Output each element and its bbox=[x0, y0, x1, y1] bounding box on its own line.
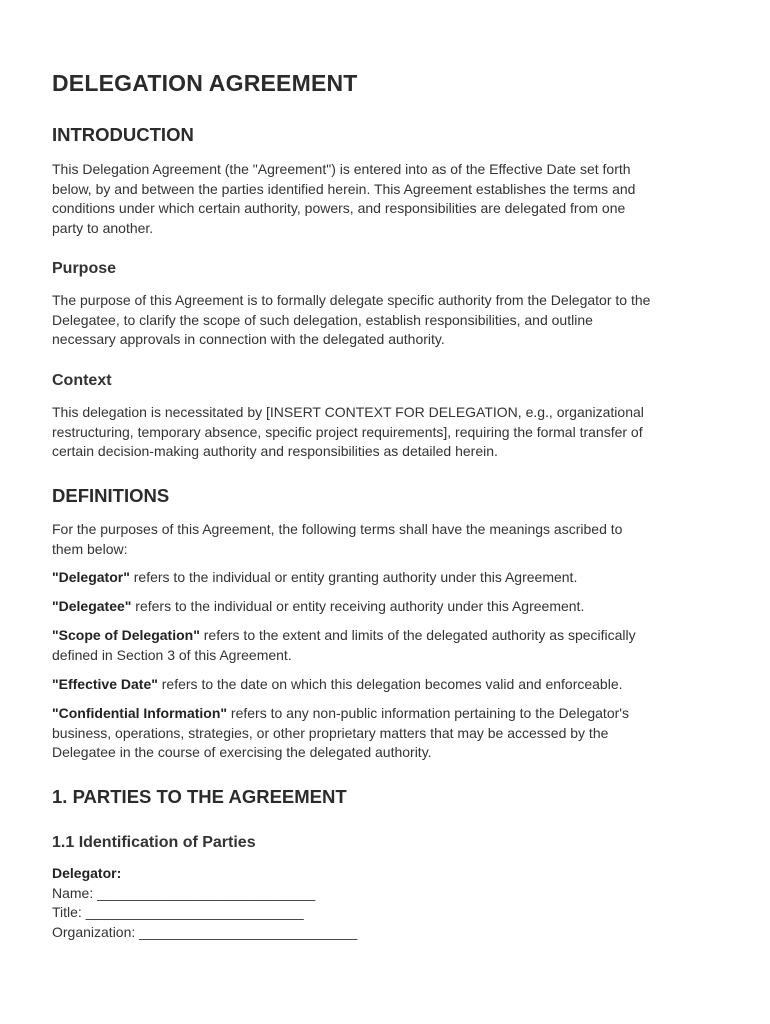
purpose-heading: Purpose bbox=[52, 260, 117, 277]
text-line: Delegatee in the course of exercising the delegated authority. bbox=[52, 744, 432, 761]
text-line: conditions under which certain authority, powers, and responsibilities are delegated from one bbox=[52, 200, 626, 217]
definition-term: "Scope of Delegation" bbox=[52, 627, 200, 643]
context-heading: Context bbox=[52, 372, 112, 389]
delegator-block bbox=[52, 864, 722, 942]
definition-term: "Confidential Information" bbox=[52, 705, 228, 721]
text-line: necessary approvals in connection with the delegated authority. bbox=[52, 331, 445, 348]
text-line: For the purposes of this Agreement, the following terms shall have the meanings ascribed to bbox=[52, 521, 623, 537]
title-field: Title: ____________________________ bbox=[52, 904, 304, 921]
definition-text: refers to any non-public information pertaining to the Delegator's bbox=[227, 705, 629, 721]
definition-delegator bbox=[52, 568, 722, 588]
section-1-1-heading: 1.1 Identification of Parties bbox=[52, 834, 256, 851]
section-1-heading: 1. PARTIES TO THE AGREEMENT bbox=[52, 786, 347, 807]
document-title: DELEGATION AGREEMENT bbox=[52, 70, 358, 96]
definition-text: refers to the individual or entity receiving authority under this Agreement. bbox=[131, 598, 585, 614]
purpose-paragraph bbox=[52, 291, 722, 350]
introduction-paragraph bbox=[52, 160, 722, 238]
text-line: certain decision-making authority and responsibilities as detailed herein. bbox=[52, 443, 498, 460]
text-line: defined in Section 3 of this Agreement. bbox=[52, 646, 292, 663]
text-line: below, by and between the parties identified herein. This Agreement establishes the terms and bbox=[52, 180, 636, 197]
organization-field: Organization: ____________________________ bbox=[52, 923, 358, 940]
definitions-intro bbox=[52, 520, 722, 559]
introduction-heading: INTRODUCTION bbox=[52, 124, 194, 145]
text-line: This delegation is necessitated by [INSERT CONTEXT FOR DELEGATION, e.g., organizational bbox=[52, 404, 644, 420]
text-line: The purpose of this Agreement is to formally delegate specific authority from the Delegator to the bbox=[52, 292, 651, 308]
text-line: Delegatee, to clarify the scope of such delegation, establish responsibilities, and outline bbox=[52, 311, 593, 328]
definition-text: refers to the individual or entity granting authority under this Agreement. bbox=[129, 569, 578, 585]
party-label: Delegator: bbox=[52, 865, 122, 881]
definition-term: "Effective Date" bbox=[52, 676, 158, 692]
text-line: restructuring, temporary absence, specific project requirements], requiring the formal transfer of bbox=[52, 423, 643, 440]
definition-confidential-information bbox=[52, 704, 722, 763]
definition-text: refers to the date on which this delegation becomes valid and enforceable. bbox=[157, 676, 623, 692]
text-line: This Delegation Agreement (the "Agreement") is entered into as of the Effective Date set forth bbox=[52, 161, 631, 177]
definition-text: refers to the extent and limits of the delegated authority as specifically bbox=[199, 627, 636, 643]
text-line: party to another. bbox=[52, 219, 154, 236]
name-field: Name: ____________________________ bbox=[52, 884, 316, 901]
text-line: business, operations, strategies, or other proprietary matters that may be accessed by the bbox=[52, 724, 609, 741]
definition-effective-date bbox=[52, 675, 722, 695]
definition-term: "Delegator" bbox=[52, 569, 130, 585]
text-line: them below: bbox=[52, 540, 128, 557]
definition-scope-of-delegation bbox=[52, 626, 722, 665]
definitions-heading: DEFINITIONS bbox=[52, 485, 170, 506]
definition-term: "Delegatee" bbox=[52, 598, 132, 614]
context-paragraph bbox=[52, 403, 722, 462]
definition-delegatee bbox=[52, 597, 722, 617]
